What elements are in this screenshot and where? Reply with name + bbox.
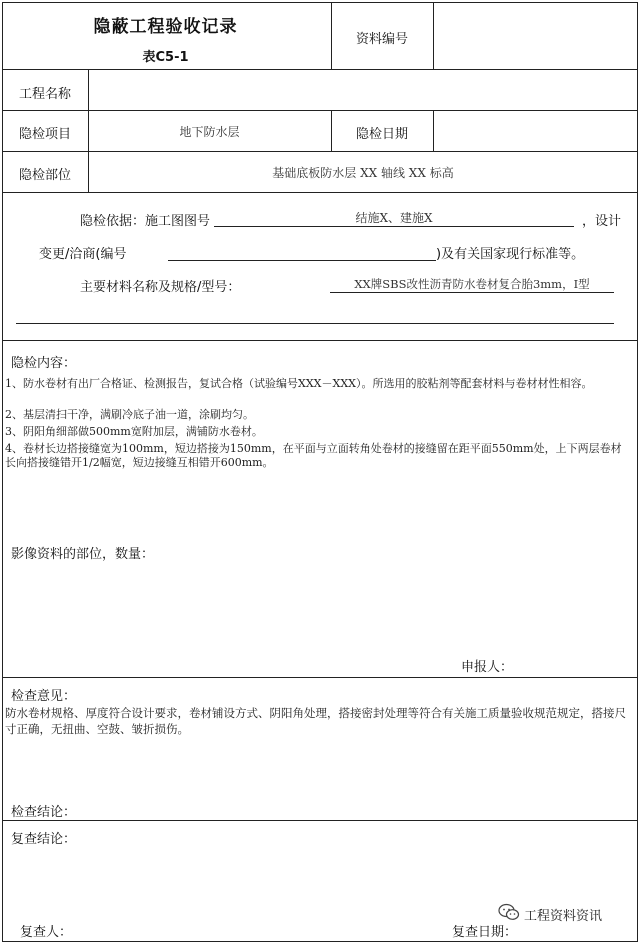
doc-no-field[interactable] bbox=[436, 28, 634, 44]
change-suffix: )及有关国家现行标准等。 bbox=[436, 247, 585, 262]
content-label: 隐检内容： bbox=[11, 356, 77, 371]
inspection-location-label: 隐检部位 bbox=[18, 168, 71, 183]
inspection-item-label: 隐检项目 bbox=[18, 127, 71, 142]
inspection-date-field[interactable] bbox=[436, 123, 634, 139]
design-suffix: ，设计 bbox=[582, 214, 622, 229]
inspection-location-value[interactable]: 基础底板防水层 XX 轴线 XX 标高 bbox=[272, 166, 454, 180]
review-date-label: 复查日期： bbox=[452, 925, 518, 940]
row-divider bbox=[2, 69, 638, 70]
doc-no-label: 资料编号 bbox=[355, 32, 408, 47]
check-label: 检查意见： bbox=[11, 689, 77, 704]
form-title: 隐蔽工程验收记录 bbox=[93, 17, 238, 37]
row-divider bbox=[2, 151, 638, 152]
col-divider bbox=[433, 2, 434, 69]
material-label: 主要材料名称及规格/型号： bbox=[80, 280, 241, 295]
content-item-1: 1、防水卷材有出厂合格证、检测报告，复试合格（试验编号XXX－XXX）。所选用的胶粘剂等配套材料与卷材材性相容。 bbox=[5, 377, 593, 390]
row-divider bbox=[2, 192, 638, 193]
material-value[interactable]: XX牌SBS改性沥青防水卷材复合胎3mm，I型 bbox=[354, 277, 590, 291]
inspection-item-value[interactable]: 地下防水层 bbox=[179, 125, 240, 139]
row-divider bbox=[2, 820, 638, 821]
watermark-text: 工程资料资讯 bbox=[524, 908, 603, 924]
wechat-icon bbox=[498, 903, 520, 925]
material-underline bbox=[330, 292, 614, 293]
change-no-underline bbox=[168, 260, 436, 261]
content-item-4: 4、卷材长边搭接缝宽为100mm，短边搭接为150mm，在平面与立面转角处卷材的接缝留在距平面550mm处，上下两层卷材长向搭接缝错开1/2幅宽，短边接缝互相错开600mm。 bbox=[5, 442, 622, 469]
change-prefix: 变更/洽商(编号 bbox=[39, 247, 127, 262]
drawing-no-value[interactable]: 结施X、建施X bbox=[355, 211, 433, 225]
content-item-2: 2、基层清扫干净，满刷冷底子油一道，涂刷均匀。 bbox=[5, 408, 254, 421]
check-conclusion-label: 检查结论： bbox=[11, 805, 77, 820]
reviewer-label: 复查人： bbox=[20, 925, 73, 940]
row-divider bbox=[2, 677, 638, 678]
blank-underline bbox=[16, 323, 614, 324]
image-info-label: 影像资料的部位，数量： bbox=[11, 547, 155, 562]
row-divider bbox=[2, 110, 638, 111]
check-text: 防水卷材规格、厚度符合设计要求，卷材铺设方式、阴阳角处理，搭接密封处理等符合有关施工质量验收规范规定，搭接尺寸正确，无扭曲、空鼓、皱折损伤。 bbox=[5, 706, 626, 736]
project-name-field[interactable] bbox=[92, 83, 632, 99]
reporter-label: 申报人： bbox=[461, 660, 514, 675]
inspection-date-label: 隐检日期 bbox=[355, 127, 408, 142]
drawing-no-underline bbox=[214, 226, 574, 227]
change-no-field[interactable] bbox=[168, 243, 436, 259]
col-divider bbox=[433, 110, 434, 151]
content-item-3: 3、阴阳角细部做500mm宽附加层，满铺防水卷材。 bbox=[5, 425, 263, 438]
review-label: 复查结论： bbox=[11, 832, 77, 847]
watermark bbox=[498, 903, 602, 925]
inspection-form bbox=[2, 2, 638, 942]
basis-prefix: 隐检依据：施工图图号 bbox=[80, 214, 211, 229]
project-name-label: 工程名称 bbox=[18, 87, 71, 102]
row-divider bbox=[2, 340, 638, 341]
form-code: 表C5-1 bbox=[142, 50, 189, 65]
